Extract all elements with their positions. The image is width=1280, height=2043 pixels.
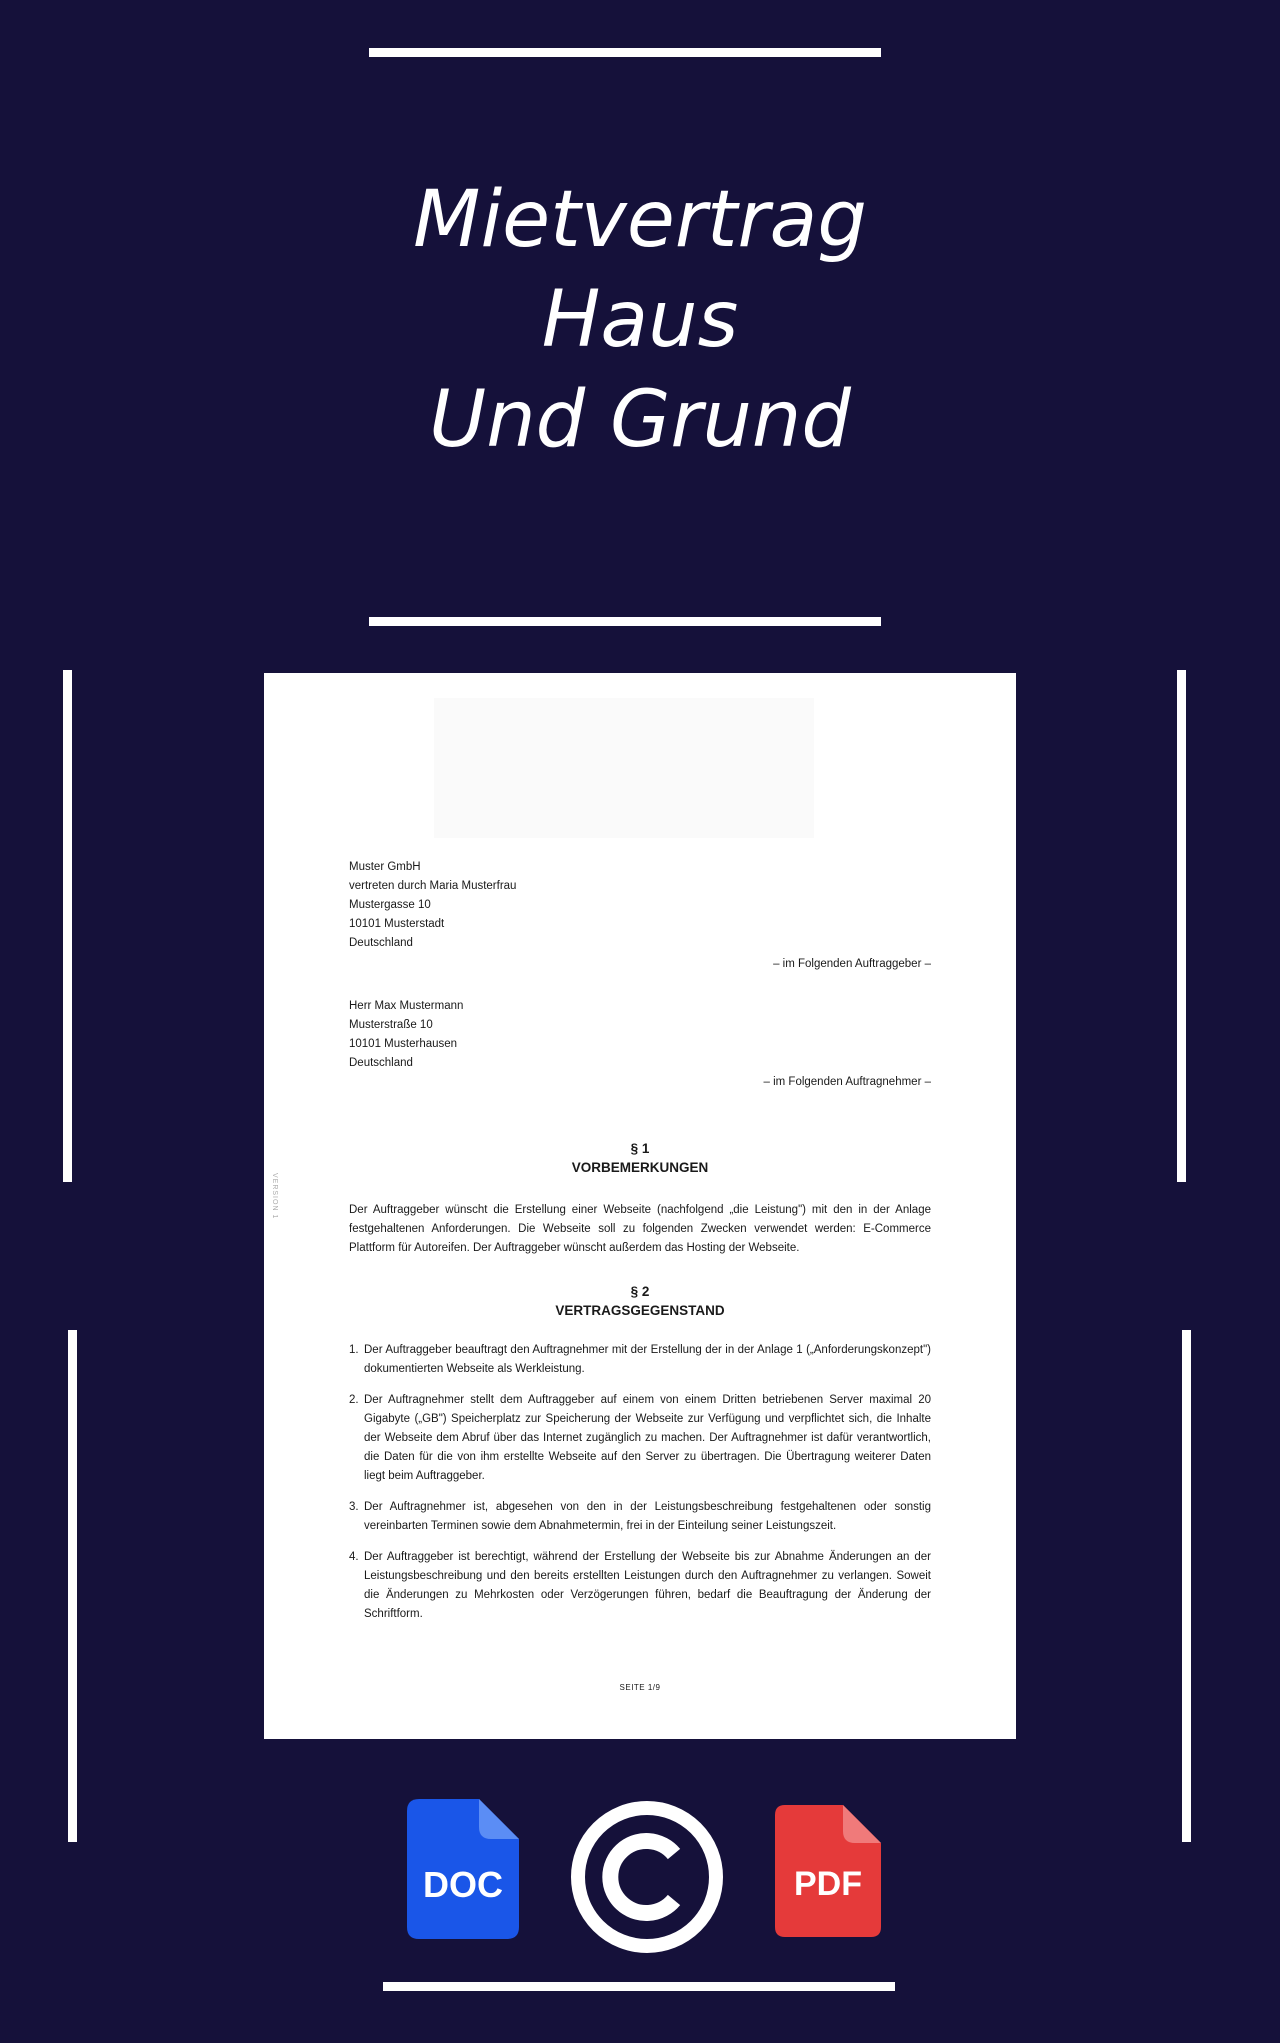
left-upper-rule [63,670,72,1182]
doc-icon-label: DOC [423,1864,503,1905]
section1-text: Der Auftraggeber wünscht die Erstellung einer Webseite (nachfolgend „die Leistung") mit den in der Anlage festgehaltenen Anforderungen. Die Webseite soll zu folgenden Zwecken verwendet werden: E-Commerce Plattform für Autoreifen. Der Auftraggeber wünscht außerdem das Hosting der Webseite. [349,1204,931,1254]
title-line-1: Mietvertrag [413,175,867,265]
title-line-2: Haus [541,275,739,365]
doc-file-fold [479,1799,519,1839]
address-line: Deutschland [349,1057,413,1069]
list-item [349,1391,931,1486]
party1-address [349,858,516,953]
list-item-text: Der Auftragnehmer stellt dem Auftraggeber auf einem von einem Dritten betriebenen Server maximal 20 Gigabyte („GB") Speicherplatz zur Speicherung der Webseite zur Verfügung und verpflichtet sich, die Inhalte der Webseite dem Abruf über das Internet zugänglich zu machen. Der Auftragnehmer ist dafür verantwortlich, die Daten für die von ihm erstellte Webseite auf den Server zu übertragen. Die Übertragung weiterer Daten liegt beim Auftraggeber. [364,1394,931,1482]
copyright-icon [570,1800,724,1954]
title-line-3: Und Grund [429,375,851,465]
list-item-number: 1. [349,1344,359,1356]
address-line: Muster GmbH [349,861,421,873]
list-item [349,1498,931,1536]
section2-list [349,1341,931,1636]
bottom-rule [383,1982,895,1991]
pdf-file-icon[interactable] [775,1805,881,1937]
address-line: 10101 Musterstadt [349,918,445,930]
logo-placeholder [434,698,814,838]
address-line: Musterstraße 10 [349,1019,433,1031]
list-item-text: Der Auftragnehmer ist, abgesehen von den in der Leistungsbeschreibung festgehaltenen oder sonstig vereinbarten Terminen sowie dem Abnahmetermin, frei in der Einteilung seiner Leistungszeit. [364,1501,931,1532]
pdf-icon-label: PDF [794,1865,862,1903]
party1-role: – im Folgenden Auftraggeber – [773,958,931,970]
document-preview [264,673,1016,1739]
address-line: vertreten durch Maria Musterfrau [349,880,517,892]
party2-role: – im Folgenden Auftragnehmer – [763,1076,931,1088]
section2-number: § 2 [630,1284,650,1299]
list-item-text: Der Auftraggeber beauftragt den Auftragnehmer mit der Erstellung der in der Anlage 1 („Anforderungskonzept") dokumentierten Webseite als Werkleistung. [364,1344,931,1375]
list-item-text: Der Auftraggeber ist berechtigt, während der Erstellung der Webseite bis zur Abnahme Änderungen an der Leistungsbeschreibung und den bereits erstellten Leistungen durch den Auftragnehmer zu verlangen. Soweit die Änderungen zu Mehrkosten oder Verzögerungen führen, bedarf die Beauftragung der Änderung der Schriftform. [364,1551,931,1620]
cover-title [0,170,1280,470]
address-line: Mustergasse 10 [349,899,431,911]
pdf-file-fold [843,1805,881,1843]
list-item-number: 4. [349,1551,359,1563]
top-rule [369,48,881,57]
title-bottom-rule [369,617,881,626]
party2-address [349,997,463,1073]
right-lower-rule [1182,1330,1191,1842]
page-number: SEITE 1/9 [619,1683,661,1692]
left-lower-rule [68,1330,77,1842]
address-line: Herr Max Mustermann [349,1000,464,1012]
doc-file-icon[interactable] [407,1799,519,1939]
right-upper-rule [1177,670,1186,1182]
list-item-number: 3. [349,1501,359,1513]
list-item [349,1341,931,1379]
list-item [349,1548,931,1624]
section1-title: VORBEMERKUNGEN [571,1160,709,1175]
version-label: VERSION 1 [271,1173,278,1220]
section1-number: § 1 [630,1141,650,1156]
address-line: 10101 Musterhausen [349,1038,458,1050]
section2-title: VERTRAGSGEGENSTAND [555,1303,725,1318]
address-line: Deutschland [349,937,413,949]
list-item-number: 2. [349,1394,359,1406]
